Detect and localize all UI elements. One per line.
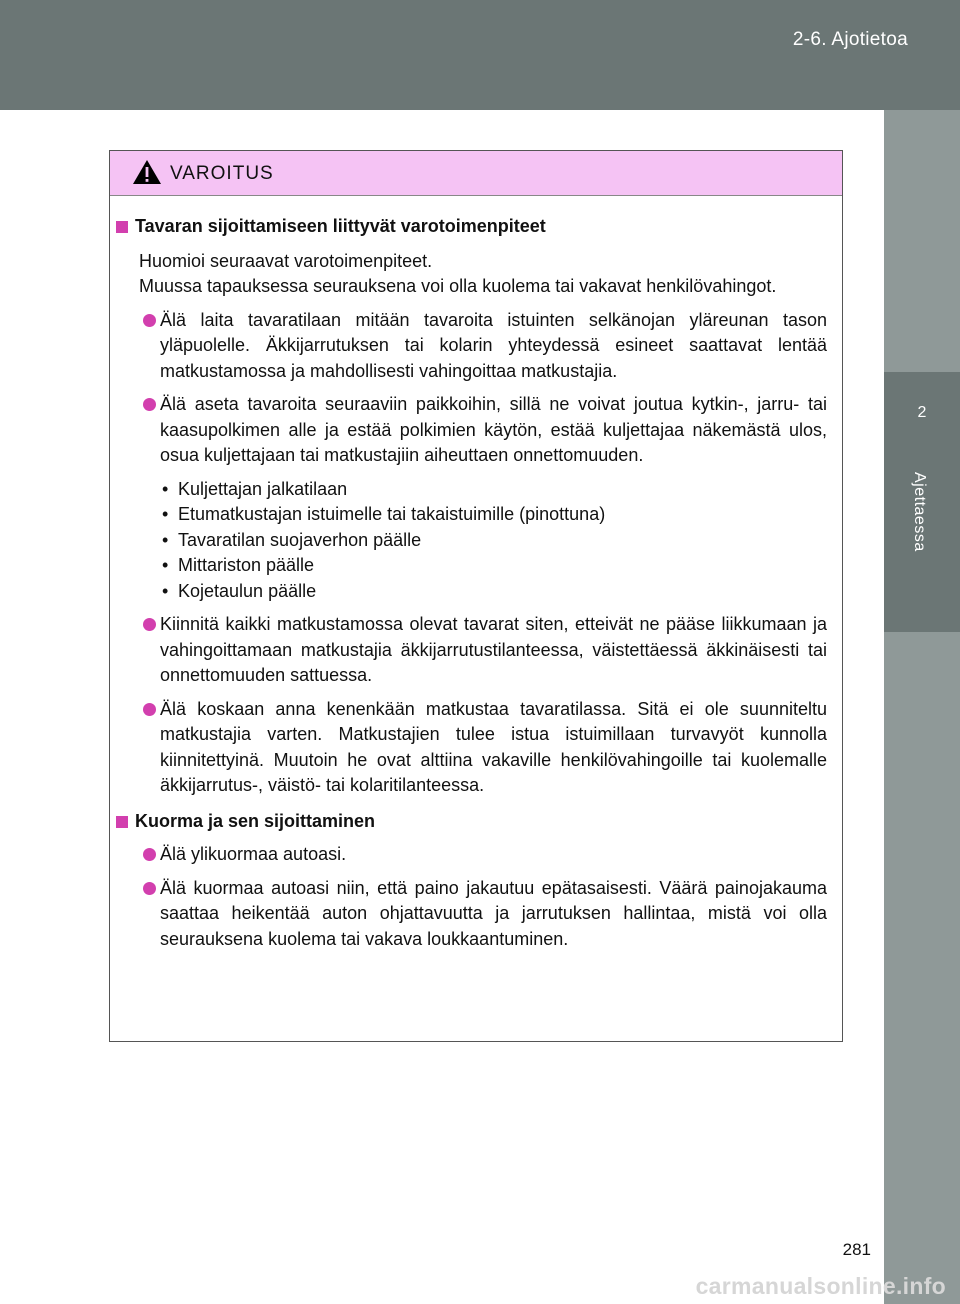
chapter-name: Ajettaessa — [911, 472, 928, 552]
section-heading: Kuorma ja sen sijoittaminen — [116, 809, 827, 835]
side-tab-spacer — [884, 110, 960, 372]
paragraph: Huomioi seuraavat varotoimenpiteet. Muussa tapauksessa seurauksena voi olla kuolema tai vakavat henkilövahingot. — [139, 250, 777, 296]
bullet-item: Kiinnitä kaikki matkustamossa olevat tavarat siten, etteivät ne pääse liikkumaan ja vahingoittamaan matkustajia äkkijarrutustilanteessa, väistettäessä äkkinäisesti tai onnettomuuden sattuessa. — [116, 612, 827, 689]
warning-header — [110, 151, 842, 196]
bullet-item: Älä laita tavaratilaan mitään tavaroita istuinten selkänojan yläreunan tason yläpuolelle. Äkkijarrutuksen tai kolarin yhteydessä esineet saattavat lentää matkustamossa ja mahdollisesti vahingoittaa matkustajia. — [116, 308, 827, 385]
bullet-item: Älä koskaan anna kenenkään matkustaa tavaratilassa. Sitä ei ole suunniteltu matkustajia varten. Matkustajien tulee istua istuimillaan turvavyöt kunnolla kiinnitettyinä. Muutoin he ovat alttiina vakaville henkilövahingoille tai kuolemalle äkkijarrutus-, väistö- tai kolaritilanteessa. — [116, 697, 827, 799]
warning-triangle-icon — [132, 159, 162, 185]
bullet-item: Älä kuormaa autoasi niin, että paino jakautuu epätasaisesti. Väärä painojakauma saattaa heikentää auton ohjattavuutta ja jarrutuksen hallintaa, mistä voi olla seurauksena kuolema tai vakava loukkaantuminen. — [116, 876, 827, 953]
warning-body — [110, 196, 842, 952]
warning-box — [109, 150, 843, 1042]
section-title: 2-6. Ajotietoa — [792, 29, 908, 50]
sub-list-item: • Kojetaulun päälle — [160, 579, 827, 605]
bullet-item: Älä aseta tavaroita seuraaviin paikkoihin, sillä ne voivat joutua kytkin-, jarru- tai kaasupolkimen alle ja estää polkimien käytön, estää kuljettajaa näkemästä ulos, osua kuljettajaan tai matkustajiin aiheuttaen onnettomuuden. — [116, 392, 827, 469]
watermark: carmanualsonline.info — [695, 1273, 946, 1299]
sub-list-item: • Tavaratilan suojaverhon päälle — [160, 528, 827, 554]
sub-list — [116, 477, 827, 605]
circle-bullet-icon — [143, 882, 156, 895]
header-bar — [0, 0, 960, 110]
circle-bullet-icon — [143, 848, 156, 861]
chapter-tab — [884, 372, 960, 632]
square-bullet-icon — [116, 816, 128, 828]
circle-bullet-icon — [143, 703, 156, 716]
warning-title: VAROITUS — [170, 163, 274, 184]
chapter-number: 2 — [917, 404, 927, 421]
sub-list-item: • Etumatkustajan istuimelle tai takaistuimille (pinottuna) — [160, 502, 827, 528]
square-bullet-icon — [116, 221, 128, 233]
circle-bullet-icon — [143, 398, 156, 411]
sub-list-item: • Kuljettajan jalkatilaan — [160, 477, 827, 503]
circle-bullet-icon — [143, 314, 156, 327]
circle-bullet-icon — [143, 618, 156, 631]
section-heading: Tavaran sijoittamiseen liittyvät varotoimenpiteet — [116, 214, 827, 240]
bullet-item: Älä ylikuormaa autoasi. — [116, 842, 827, 868]
side-tab-lower — [884, 632, 960, 1304]
sub-list-item: • Mittariston päälle — [160, 553, 827, 579]
page-number: 281 — [842, 1240, 871, 1259]
